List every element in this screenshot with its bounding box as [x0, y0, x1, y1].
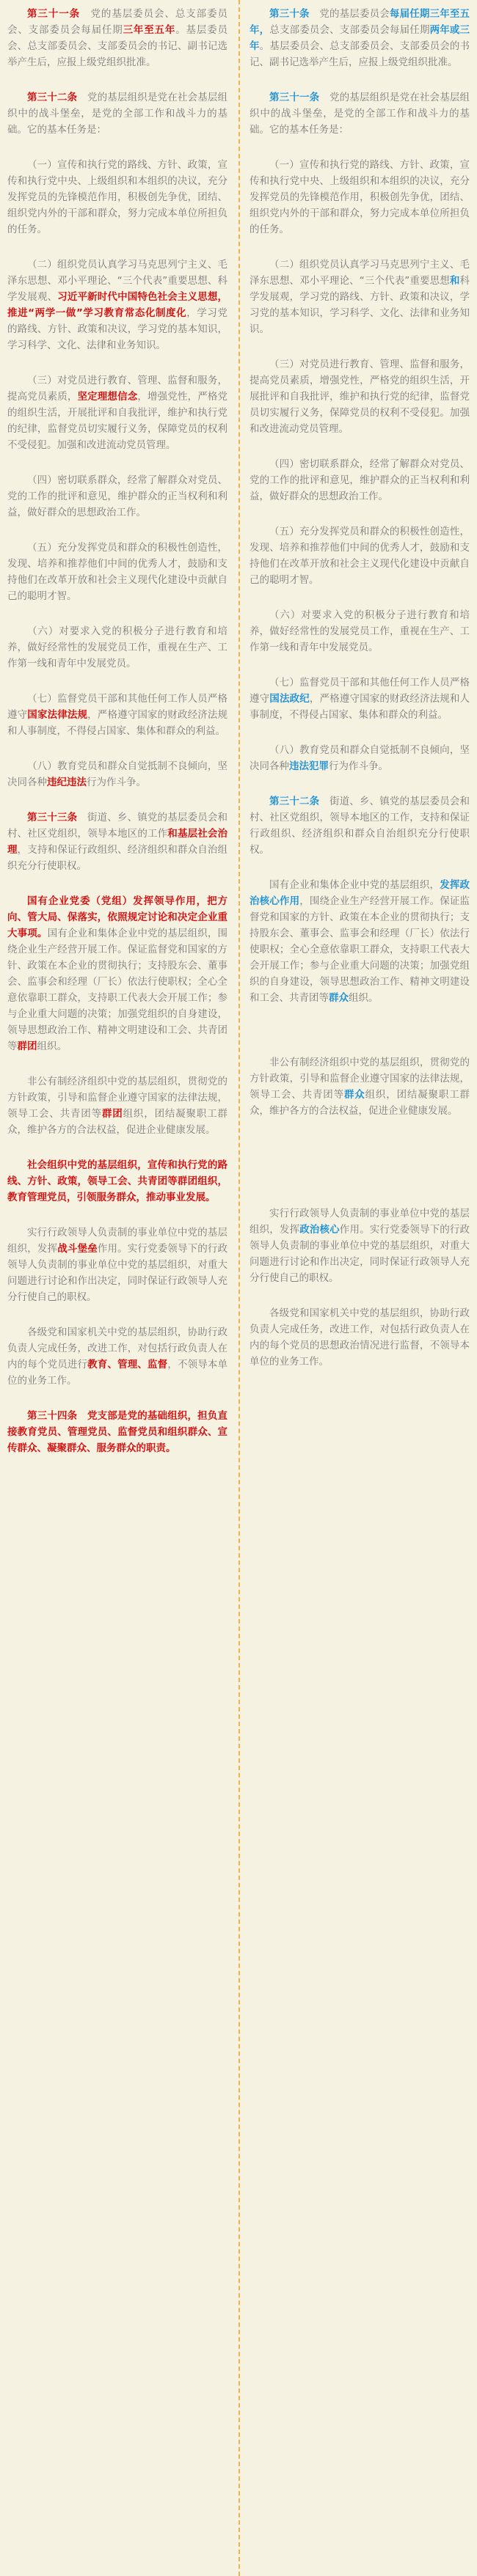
highlighted-text: 违纪违法	[47, 777, 87, 788]
body-text: 科学发展观，学习党的路线、方针、政策和决议，学习党的基本知识，学习科学、文化、法律和业务知识。	[250, 275, 470, 335]
highlighted-text: 第三十一条	[27, 8, 81, 20]
body-text: 。基层委员会、总支部委员会、支部委员会的书记、副书记选举产生后，应报上级党组织批准。	[7, 24, 228, 68]
body-text: （三）对党员进行教育、管理、监督和服务，提高党员素质，增强党性，严格党的组织生活，开展批评和自我批评，维护和执行党的纪律，监督党员切实履行义务，保障党员的权利不受侵犯。加强和改进流动党员管理。	[250, 359, 470, 435]
paragraph	[250, 1305, 470, 1370]
highlighted-text: 第三十一条	[269, 92, 320, 103]
paragraph	[7, 1157, 227, 1206]
body-text: （七）监督党员干部和其他任何工作人员严格遵守	[250, 677, 470, 705]
body-text: ，严格遵守国家的财政经济法规和人事制度，不得侵占国家、集体和群众的利益。	[7, 709, 228, 737]
body-text: 行为作斗争。	[329, 760, 388, 772]
body-text: （四）密切联系群众，经常了解群众对党员、党的工作的批评和意见，维护群众的正当权利和利益，做好群众的思想政治工作。	[7, 474, 227, 518]
highlighted-text: 群众	[343, 1089, 365, 1101]
highlighted-text: 第三十三条	[27, 812, 78, 823]
paragraph	[250, 6, 470, 70]
highlighted-text: 三年至五年	[123, 24, 176, 36]
body-text: 各级党和国家机关中党的基层组织，协助行政负责人完成任务，改进工作，对包括行政负责人在内的每个党员进行	[7, 1326, 227, 1370]
highlighted-text: 群众	[329, 992, 349, 1004]
body-text: 组织，团结凝聚职工群众，维护各方的合法权益，促进企业健康发展。	[250, 1089, 470, 1117]
body-text: 。基层委员会、总支部委员会、支部委员会的书记、副书记选举产生后，应报上级党组织批准。	[250, 40, 470, 68]
paragraph	[7, 623, 227, 672]
body-text: 实行行政领导人负责制的事业单位中党的基层组织，发挥	[250, 1208, 470, 1236]
highlighted-text: 群团	[101, 1108, 123, 1120]
body-text: ，围绕企业生产经营开展工作。保证监督党和国家的方针、政策在本企业的贯彻执行；支持股东会、董事会、监事会和经理（厂长）依法行使职权；全心全意依靠职工群众，支持职工代表大会开展工作；参与企业重大问题的决策；加强党组织的自身建设，领导思想政治工作、精神文明建设和工会、共青团等	[250, 895, 470, 1004]
highlighted-text: 群团	[17, 1041, 37, 1052]
body-text: （一）宣传和执行党的路线、方针、政策，宣传和执行党中央、上级组织和本组织的决议，充分发挥党员的先锋模范作用，积极创先争优，团结、组织党内外的干部和群众，努力完成本单位所担负的任务。	[250, 159, 470, 235]
body-text: 作用。实行党委领导下的行政领导人负责制的事业单位中党的基层组织，对重大问题进行讨论和作出决定，同时保证行政领导人充分行使自己的职权。	[250, 1224, 470, 1284]
paragraph	[7, 157, 227, 238]
highlighted-text: 社会组织中党的基层组织，宣传和执行党的路线、方针、政策，领导工会、共青团等群团组织，教育管理党员，引领服务群众，推动事业发展。	[7, 1159, 227, 1203]
paragraph	[7, 257, 227, 353]
body-text: （五）充分发挥党员和群众的积极性创造性，发现、培养和推荐他们中间的优秀人才，鼓励和支持他们在改革开放和社会主义现代化建设中贡献自己的聪明才智。	[7, 542, 227, 602]
highlighted-text: 教育、管理、监督	[87, 1359, 168, 1370]
highlighted-text: 和基层社会治理	[7, 828, 228, 856]
body-text: ，学习党的路线、方针、政策和决议，学习党的基本知识，学习科学、文化、法律和业务知识。	[7, 307, 227, 351]
paragraph	[7, 6, 227, 70]
paragraph	[7, 810, 227, 874]
paragraph	[250, 456, 470, 504]
highlighted-text: 和	[449, 275, 460, 287]
highlighted-text: 国家法律法规	[27, 709, 88, 721]
body-text: （五）充分发挥党员和群众的积极性创造性，发现、培养和推荐他们中间的优秀人才，鼓励和支持他们在改革开放和社会主义现代化建设中贡献自己的聪明才智。	[250, 526, 470, 586]
body-text: ，支持和保证行政组织、经济组织和群众自治组织充分行使职权。	[7, 844, 228, 872]
body-text: 党的基层委员会	[309, 8, 390, 20]
highlighted-text: 坚定理想信念	[77, 391, 138, 403]
paragraph	[7, 1225, 227, 1305]
body-text: 总支部委员会、支部委员会每届任期	[269, 24, 430, 36]
body-text: 党的基层组织是党在社会基层组织中的战斗堡垒，是党的全部工作和战斗力的基础。它的基本任务是：	[250, 92, 470, 136]
body-text: （三）对党员进行教育、管理、监督和服务，提高党员素质，	[7, 375, 227, 403]
paragraph	[250, 675, 470, 723]
body-text: 党的基层组织是党在社会基层组织中的战斗堡垒，是党的全部工作和战斗力的基础。它的基本任务是：	[7, 92, 228, 136]
paragraph	[7, 89, 227, 138]
highlighted-text: 第三十二条	[269, 796, 320, 807]
paragraph	[250, 356, 470, 437]
highlighted-text: 第三十条	[269, 8, 310, 20]
paragraph	[7, 540, 227, 604]
left-column-revised-text	[7, 6, 227, 2576]
highlighted-text: 政治核心	[299, 1224, 340, 1236]
paragraph	[250, 1054, 470, 1119]
body-text: 各级党和国家机关中党的基层组织，协助行政负责人完成任务，改进工作，对包括行政负责人在内的每个党员的思想政治情况进行监督，不领导本单位的业务工作。	[250, 1307, 470, 1368]
body-text: 作用。实行党委领导下的行政领导人负责制的事业单位中党的基层组织，对重大问题进行讨论和作出决定，同时保证行政领导人充分行使自己的职权。	[7, 1243, 228, 1303]
paragraph	[250, 257, 470, 337]
right-column-original-text	[250, 6, 470, 2576]
paragraph	[250, 1206, 470, 1286]
body-text: 非公有制经济组织中党的基层组织，贯彻党的方针政策，引导和监督企业遵守国家的法律法规，领导工会、共青团等	[250, 1057, 470, 1101]
body-text: （六）对要求入党的积极分子进行教育和培养，做好经常性的发展党员工作，重视在生产、工作第一线和青年中发展党员。	[7, 625, 227, 669]
body-text: 国有企业和集体企业中党的基层组织，	[269, 879, 440, 891]
paragraph	[7, 373, 227, 453]
body-text: 党的基层委员会、总支部委员会、支部委员会每届任期	[7, 8, 228, 36]
body-text: 组织。	[349, 992, 379, 1004]
body-text: （二）组织党员认真学习马克思列宁主义、毛泽东思想、邓小平理论、“三个代表”重要思想、科学发展观、	[7, 259, 227, 303]
paragraph	[7, 758, 227, 790]
body-text: 实行行政领导人负责制的事业单位中党的基层组织，发挥	[7, 1227, 227, 1255]
highlighted-text: 两年或三年	[250, 24, 470, 52]
body-text: （六）对要求入党的积极分子进行教育和培养，做好经常性的发展党员工作，重视在生产、工作第一线和青年中发展党员。	[250, 609, 470, 653]
body-text: 行为作斗争。	[87, 777, 146, 788]
paragraph	[7, 1408, 227, 1456]
body-text: 非公有制经济组织中党的基层组织，贯彻党的方针政策，引导和监督企业遵守国家的法律法规，领导工会、共青团等	[7, 1076, 227, 1120]
paragraph	[250, 607, 470, 656]
body-text: 组织，团结凝聚职工群众，维护各方的合法权益，促进企业健康发展。	[7, 1108, 228, 1136]
paragraph	[250, 877, 470, 1006]
highlighted-text: 每届任期三年至五年，	[250, 8, 470, 36]
paragraph	[7, 1074, 227, 1138]
body-text: 组织。	[37, 1041, 67, 1052]
paragraph	[250, 157, 470, 238]
body-text: 街道、乡、镇党的基层委员会和村、社区党组织，领导本地区的工作，支持和保证行政组织、经济组织和群众自治组织充分行使职权。	[250, 796, 470, 856]
highlighted-text: 第三十四条 党支部是党的基础组织，担负直接教育党员、管理党员、监督党员和组织群众、宣传群众、凝聚群众、服务群众的职责。	[7, 1410, 227, 1454]
highlighted-text: 发挥政治核心作用	[250, 879, 470, 907]
body-text: （二）组织党员认真学习马克思列宁主义、毛泽东思想、邓小平理论、“三个代表”重要思想	[250, 259, 470, 287]
paragraph	[7, 893, 227, 1054]
paragraph	[7, 472, 227, 521]
highlighted-text: 国法政纪	[269, 693, 310, 705]
body-text: 国有企业和集体企业中党的基层组织，围绕企业生产经营开展工作。保证监督党和国家的方针、政策在本企业的贯彻执行；支持股东会、董事会、监事会和经理（厂长）依法行使职权；全心全意依靠职工群众，支持职工代表大会开展工作；参与企业重大问题的决策；加强党组织的自身建设，领导思想政治工作、精神文明建设和工会、共青团等	[7, 928, 228, 1052]
paragraph	[7, 1324, 227, 1389]
highlighted-text: 战斗堡垒	[57, 1243, 98, 1255]
body-text: （四）密切联系群众，经常了解群众对党员、党的工作的批评和意见，维护群众的正当权利和利益，做好群众的思想政治工作。	[250, 458, 470, 502]
column-divider	[238, 0, 240, 2576]
body-text: 街道、乡、镇党的基层委员会和村、社区党组织，领导本地区的工作	[7, 812, 228, 840]
body-text: ，增强党性，严格党的组织生活，开展批评和自我批评，维护和执行党的纪律，监督党员切实履行义务，保障党员的权利不受侵犯。加强和改进流动党员管理。	[7, 391, 228, 451]
paragraph	[7, 691, 227, 739]
highlighted-text: 第三十二条	[27, 92, 78, 103]
highlighted-text: 违法犯罪	[289, 760, 329, 772]
highlighted-text: 习近平新时代中国特色社会主义思想，推进“两学一做”学习教育常态化制度化	[7, 291, 228, 319]
body-text: （一）宣传和执行党的路线、方针、政策，宣传和执行党中央、上级组织和本组织的决议，充分发挥党员的先锋模范作用，积极创先争优，团结、组织党内外的干部和群众，努力完成本单位所担负的任务。	[7, 159, 227, 235]
paragraph	[250, 793, 470, 858]
body-text: ，不领导本单位的业务工作。	[7, 1359, 228, 1387]
body-text: ，严格遵守国家的财政经济法规和人事制度，不得侵占国家、集体和群众的利益。	[250, 693, 470, 721]
highlighted-text: 国有企业党委（党组）发挥领导作用，把方向、管大局、保落实，依照规定讨论和决定企业重大事项。	[7, 895, 227, 939]
paragraph	[250, 524, 470, 588]
paragraph	[250, 89, 470, 138]
body-text: （八）教育党员和群众自觉抵制不良倾向，坚决同各种	[7, 760, 227, 788]
body-text: （七）监督党员干部和其他任何工作人员严格遵守	[7, 693, 227, 721]
paragraph	[250, 742, 470, 774]
body-text: （八）教育党员和群众自觉抵制不良倾向，坚决同各种	[250, 744, 470, 772]
